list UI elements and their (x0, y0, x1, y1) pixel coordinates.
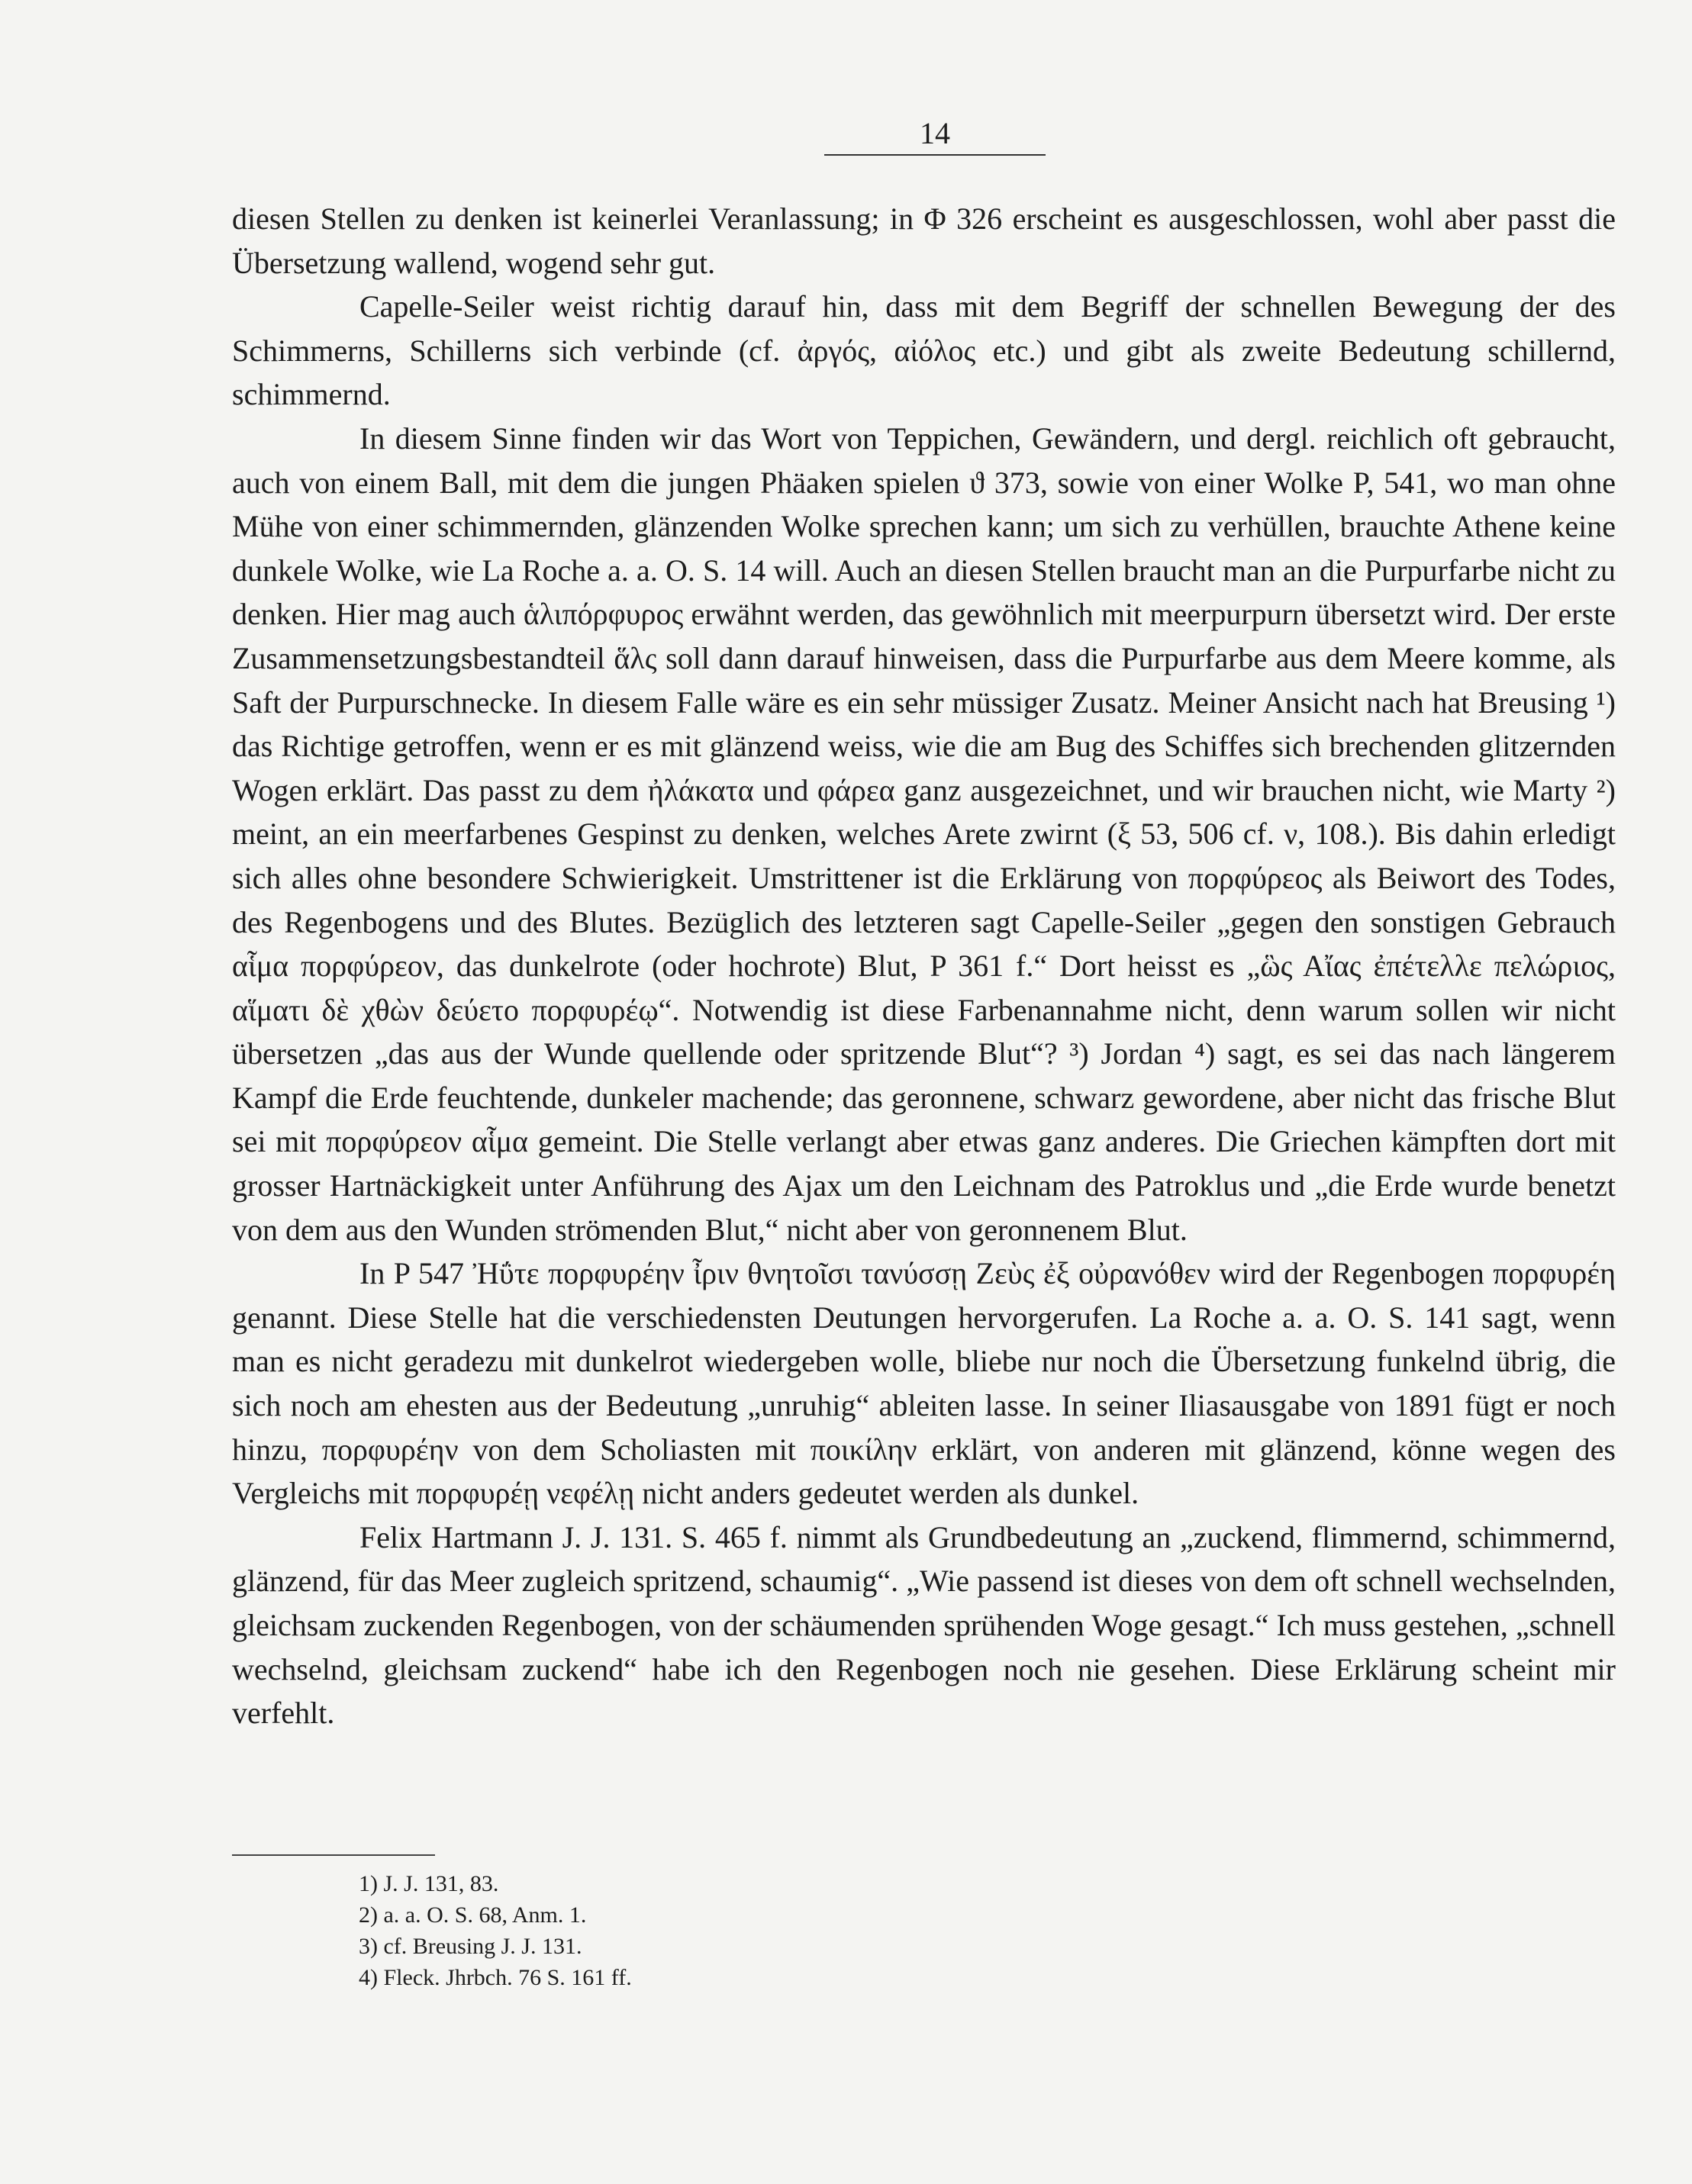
footnote: 4) Fleck. Jhrbch. 76 S. 161 ff. (359, 1965, 632, 1990)
body-text (232, 197, 1616, 1735)
paragraph: diesen Stellen zu denken ist keinerlei Veranlassung; in Φ 326 erscheint es ausgeschlossen, wohl aber passt die Übersetzung wallend, wogend sehr gut. (232, 201, 1616, 280)
paragraph: Capelle-Seiler weist richtig darauf hin, dass mit dem Begriff der schnellen Bewegung der des Schimmerns, Schillerns sich verbinde (cf. ἀργός, αἰόλος etc.) und gibt als zweite Bedeutung schillernd, schimmernd. (232, 289, 1616, 412)
paragraph: Felix Hartmann J. J. 131. S. 465 f. nimmt als Grundbedeutung an „zuckend, flimmernd, schimmernd, glänzend, für das Meer zugleich spritzend, schaumig“. „Wie passend ist dieses von dem oft schnell wechselnden, gleichsam zuckenden Regenbogen, von der schäumenden sprühenden Woge gesagt.“ Ich muss gestehen, „schnell wechselnd, gleichsam zuckend“ habe ich den Regenbogen noch nie gesehen. Diese Erklärung scheint mir verfehlt. (232, 1519, 1616, 1731)
footnote-rule (232, 1854, 435, 1856)
paragraph: In P 547 Ἠΰτε πορφυρέην ἶριν θνητοῖσι τανύσσῃ Ζεὺς ἐξ οὐρανόθεν wird der Regenbogen πορφυρέη genannt. Diese Stelle hat die verschiedensten Deutungen hervorgerufen. La Roche a. a. O. S. 141 sagt, wenn man es nicht geradezu mit dunkelrot wiedergeben wolle, bliebe nur noch die Übersetzung funkelnd übrig, die sich noch am ehesten aus der Bedeutung „unruhig“ ableiten lasse. In seiner Iliasausgabe von 1891 fügt er noch hinzu, πορφυρέην von dem Scholiasten mit ποικίλην erklärt, von anderen mit glänzend, könne wegen des Vergleichs mit πορφυρέῃ νεφέλῃ nicht anders gedeutet werden als dunkel. (232, 1256, 1616, 1511)
paragraph: In diesem Sinne finden wir das Wort von Teppichen, Gewändern, und dergl. reichlich oft gebraucht, auch von einem Ball, mit dem die jungen Phäaken spielen ϑ 373, sowie von einer Wolke P, 541, wo man ohne Mühe von einer schimmernden, glänzenden Wolke sprechen kann; um sich zu verhüllen, brauchte Athene keine dunkele Wolke, wie La Roche a. a. O. S. 14 will. Auch an diesen Stellen braucht man an die Purpurfarbe nicht zu denken. Hier mag auch ἁλιπόρφυρος erwähnt werden, das gewöhnlich mit meerpurpurn übersetzt wird. Der erste Zusammensetzungsbestandteil ἅλς soll dann darauf hinweisen, dass die Purpurfarbe aus dem Meere komme, als Saft der Purpurschnecke. In diesem Falle wäre es ein sehr müssiger Zusatz. Meiner Ansicht nach hat Breusing ¹) das Richtige getroffen, wenn er es mit glänzend weiss, wie die am Bug des Schiffes sich brechenden glitzernden Wogen erklärt. Das passt zu dem ἠλάκατα und φάρεα ganz ausgezeichnet, und wir brauchen nicht, wie Marty ²) meint, an ein meerfarbenes Gespinst zu denken, welches Arete zwirnt (ξ 53, 506 cf. ν, 108.). Bis dahin erledigt sich alles ohne besondere Schwierigkeit. Umstrittener ist die Erklärung von πορφύρεος als Beiwort des Todes, des Regenbogens und des Blutes. Bezüglich des letzteren sagt Capelle-Seiler „gegen den sonstigen Gebrauch αἷμα πορφύρεον, das dunkelrote (oder hochrote) Blut, P 361 f.“ Dort heisst es „ὣς Αἴας ἐπέτελλε πελώριος, αἵματι δὲ χθὼν δεύετο πορφυρέῳ“. Notwendig ist diese Farbenannahme nicht, denn warum sollen wir nicht übersetzen „das aus der Wunde quellende oder spritzende Blut“? ³) Jordan ⁴) sagt, es sei das nach längerem Kampf die Erde feuchtende, dunkeler machende; das geronnene, schwarz gewordene, aber nicht das frische Blut sei mit πορφύρεον αἷμα gemeint. Die Stelle verlangt aber etwas ganz anderes. Die Griechen kämpften dort mit grosser Hartnäckigkeit unter Anführung des Ajax um den Leichnam des Patroklus und „die Erde wurde benetzt von dem aus den Wunden strömenden Blut,“ nicht aber von geronnenem Blut. (232, 420, 1616, 1247)
footnote: 1) J. J. 131, 83. (359, 1871, 499, 1896)
footnotes (359, 1868, 1046, 1993)
footnote: 3) cf. Breusing J. J. 131. (359, 1934, 582, 1959)
footnote: 2) a. a. O. S. 68, Anm. 1. (359, 1902, 587, 1928)
header-rule (824, 154, 1046, 156)
page-number: 14 (920, 116, 950, 150)
